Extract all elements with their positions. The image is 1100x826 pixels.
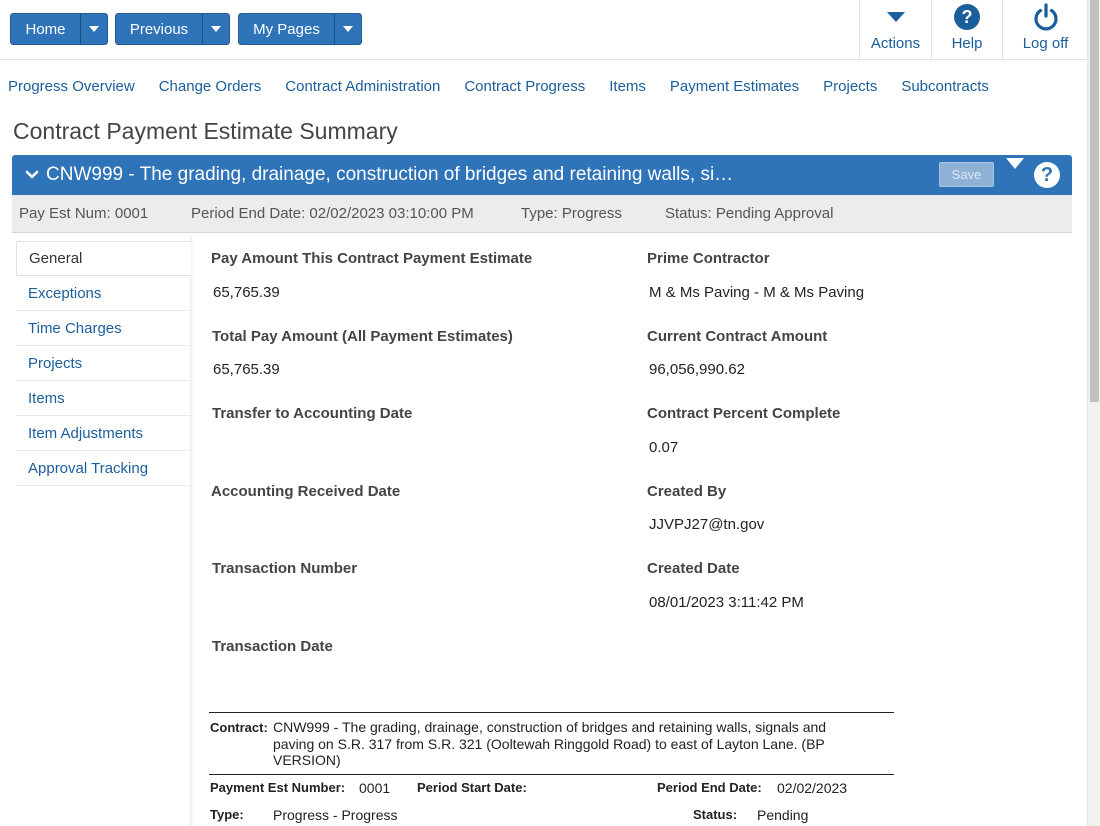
actions-label: Actions	[870, 35, 921, 52]
pay-amount-label: Pay Amount This Contract Payment Estimate	[211, 250, 533, 267]
created-date-value: 08/01/2023 3:11:42 PM	[649, 594, 804, 611]
estimate-info-strip	[12, 195, 1072, 233]
logoff-label: Log off	[1022, 35, 1069, 52]
caret-down-icon	[886, 3, 906, 31]
previous-dropdown-button[interactable]	[202, 13, 230, 45]
home-dropdown-button[interactable]	[80, 13, 108, 45]
save-button[interactable]: Save	[939, 162, 994, 187]
help-label: Help	[951, 35, 983, 52]
report-type-value: Progress - Progress	[273, 807, 398, 823]
created-by-value: JJVPJ27@tn.gov	[649, 516, 765, 533]
created-date-label: Created Date	[647, 560, 740, 577]
transaction-number-label: Transaction Number	[212, 560, 358, 577]
caret-down-icon	[1006, 158, 1024, 186]
tab-approval-tracking[interactable]: Approval Tracking	[16, 451, 191, 486]
tab-general[interactable]: General	[16, 241, 191, 276]
report-pay-est-number-label: Payment Est Number:	[210, 780, 346, 795]
contract-panel-header	[12, 155, 1072, 195]
report-contract-line-1: CNW999 - The grading, drainage, construction of bridges and retaining walls, signals and	[273, 719, 827, 735]
report-top-rule	[209, 712, 894, 713]
nav-link-projects[interactable]: Projects	[823, 78, 878, 95]
logoff-button[interactable]	[1002, 0, 1088, 60]
prime-contractor-label: Prime Contractor	[647, 250, 770, 267]
my-pages-button[interactable]: My Pages	[238, 13, 334, 45]
home-split-button	[10, 13, 108, 45]
report-contract-label: Contract:	[210, 720, 268, 735]
percent-complete-value: 0.07	[649, 439, 679, 456]
created-by-label: Created By	[647, 483, 727, 500]
panel-help-icon[interactable]: ?	[1034, 162, 1060, 188]
report-status-label: Status:	[693, 807, 738, 822]
report-contract-line-3: VERSION)	[273, 752, 341, 768]
total-pay-value: 65,765.39	[213, 361, 280, 378]
page-title: Contract Payment Estimate Summary	[13, 118, 398, 144]
nav-link-subcontracts[interactable]: Subcontracts	[901, 78, 989, 95]
scrollbar-thumb[interactable]	[1090, 0, 1099, 402]
caret-down-icon	[211, 26, 221, 32]
accounting-received-label: Accounting Received Date	[211, 483, 401, 500]
actions-menu-button[interactable]	[859, 0, 931, 60]
my-pages-split-button	[238, 13, 362, 45]
nav-link-items[interactable]: Items	[609, 78, 646, 95]
current-amount-label: Current Contract Amount	[647, 328, 828, 345]
pay-amount-value: 65,765.39	[213, 284, 280, 301]
page-scrollbar[interactable]	[1087, 0, 1100, 826]
contract-panel-title: CNW999 - The grading, drainage, construction of bridges and retaining walls, si…	[46, 164, 734, 185]
estimate-type: Type: Progress	[521, 205, 622, 222]
report-mid-rule	[209, 774, 894, 775]
period-end-date: Period End Date: 02/02/2023 03:10:00 PM	[191, 205, 474, 222]
report-type-label: Type:	[210, 807, 244, 822]
previous-button[interactable]: Previous	[115, 13, 202, 45]
power-icon	[1032, 3, 1060, 31]
help-button[interactable]	[931, 0, 1002, 60]
tab-items[interactable]: Items	[16, 381, 191, 416]
nav-link-change-orders[interactable]: Change Orders	[158, 78, 262, 95]
report-period-start-label: Period Start Date:	[417, 780, 527, 795]
svg-text:?: ?	[961, 7, 973, 27]
pay-est-num: Pay Est Num: 0001	[19, 205, 149, 222]
top-bar	[0, 0, 1088, 60]
section-tabs	[16, 241, 191, 486]
my-pages-dropdown-button[interactable]	[334, 13, 362, 45]
total-pay-label: Total Pay Amount (All Payment Estimates)	[212, 328, 513, 345]
report-pay-est-number-value: 0001	[359, 780, 391, 796]
caret-down-icon	[89, 26, 99, 32]
tab-projects[interactable]: Projects	[16, 346, 191, 381]
nav-link-contract-progress[interactable]: Contract Progress	[464, 78, 586, 95]
panel-menu-button[interactable]	[1006, 169, 1024, 187]
home-button[interactable]: Home	[10, 13, 80, 45]
chevron-down-icon[interactable]	[24, 167, 40, 183]
top-actions	[859, 0, 1088, 60]
report-period-end-label: Period End Date:	[657, 780, 762, 795]
report-contract-line-2: paving on S.R. 317 from S.R. 321 (Ooltewah Ringgold Road) to east of Layton Lane. (BP	[273, 736, 825, 752]
nav-link-contract-administration[interactable]: Contract Administration	[285, 78, 441, 95]
tab-time-charges[interactable]: Time Charges	[16, 311, 191, 346]
nav-link-progress-overview[interactable]: Progress Overview	[8, 78, 135, 95]
estimate-status: Status: Pending Approval	[665, 205, 834, 222]
prime-contractor-value: M & Ms Paving - M & Ms Paving	[649, 284, 865, 301]
nav-link-payment-estimates[interactable]: Payment Estimates	[669, 78, 800, 95]
caret-down-icon	[343, 26, 353, 32]
report-period-end-value: 02/02/2023	[777, 780, 848, 796]
percent-complete-label: Contract Percent Complete	[647, 405, 841, 422]
current-amount-value: 96,056,990.62	[649, 361, 745, 378]
module-nav	[8, 78, 1013, 95]
tab-item-adjustments[interactable]: Item Adjustments	[16, 416, 191, 451]
help-icon	[953, 3, 981, 31]
previous-split-button	[115, 13, 230, 45]
tab-exceptions[interactable]: Exceptions	[16, 276, 191, 311]
report-status-value: Pending	[757, 807, 809, 823]
transfer-date-label: Transfer to Accounting Date	[212, 405, 413, 422]
transaction-date-label: Transaction Date	[212, 638, 333, 655]
